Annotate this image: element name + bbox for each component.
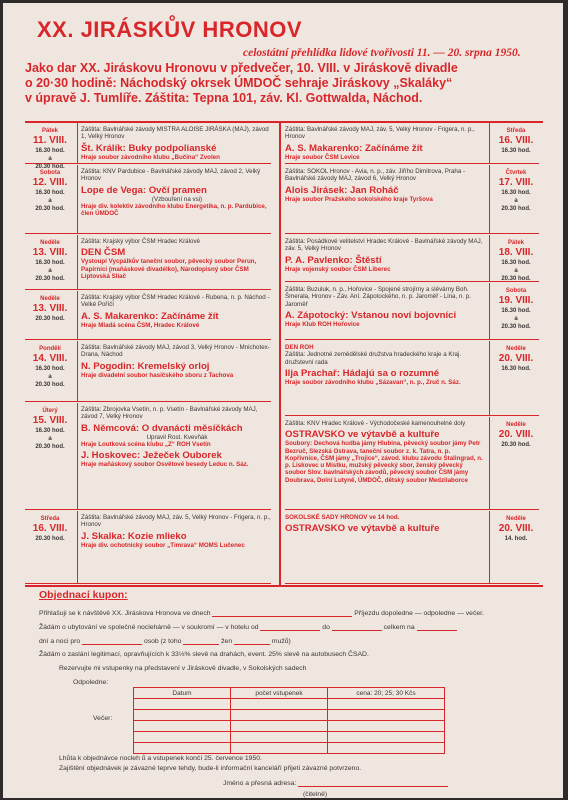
table-header-date: Datum (134, 688, 231, 699)
performer-text: Hraje Loutková scéna klubu „Z“ ROH Vsetín (81, 440, 211, 448)
afternoon-label: Odpoledne: (73, 679, 109, 686)
day-label (491, 421, 541, 449)
day-time: a (48, 374, 52, 380)
day-divider (77, 165, 78, 233)
table-cell[interactable] (328, 732, 445, 743)
patron-text: Záštita: Bavlnářské závody MAJ, záv. 5, Velký Hronov - Frigera, n. p., Hronov (285, 126, 475, 141)
play-title: Lope de Vega: Ovčí pramen (81, 184, 207, 196)
performer-text: Hraje soubor Pražského sokolského kraje Tyršova (285, 195, 433, 203)
coupon-line-reserve (59, 665, 306, 672)
schedule-row-rule (285, 233, 539, 234)
day-divider (489, 511, 490, 583)
day-divider (77, 291, 78, 339)
day-divider (489, 283, 490, 339)
patron-text: Záštita: Krajský výbor ČSM Hradec Králové - Rubena, n. p. Náchod - Velké Poříčí (81, 294, 270, 309)
poster-title: XX. JIRÁSKŮV HRONOV (37, 17, 302, 42)
day-time: 20.30 hod. (35, 382, 65, 388)
day-label (491, 345, 541, 373)
play-title: OSTRAVSKO ve výtavbě a kultuře (285, 523, 440, 535)
day-date: 18. VIII. (498, 247, 534, 258)
schedule-row-rule (25, 233, 271, 234)
day-time: a (48, 436, 52, 442)
address-field[interactable] (298, 779, 448, 787)
day-time: 20.30 hod. (501, 324, 531, 330)
schedule-row-rule (25, 583, 271, 584)
performer-text: Hraje divadelní soubor hasičského sboru z Tachova (81, 371, 234, 379)
schedule-row-rule (285, 509, 539, 510)
day-time: 16.30 hod. (501, 366, 531, 372)
day-time: 16.30 hod. (501, 260, 531, 266)
schedule-row-rule (285, 415, 539, 416)
coupon-line-discount (39, 651, 369, 658)
day-name: Neděle (506, 346, 526, 352)
day-divider (489, 123, 490, 163)
day-time: 16.30 hod. (35, 260, 65, 266)
intro-line: o 20·30 hodině: Náchodský okrsek ÚMDOČ sehraje Jiráskovy „Skaláky“ (25, 76, 453, 90)
schedule-row-rule (25, 509, 271, 510)
day-name: Pátek (507, 240, 524, 246)
patron-text: Záštita: Krajský výbor ČSM Hradec Králové (81, 238, 200, 245)
play-title: P. A. Pavlenko: Štěstí (285, 254, 382, 266)
performer-text: Hraje div. kolektiv závodního klubu Energetika, n. p. Pardubice, člen ÚMDOČ (81, 202, 267, 218)
patron-text: Záštita: SOKOL Hronov - Avia, n. p., záv. Jiřího Dimitrova, Praha - Bavlnářské závody MAJ, závod 6, Velký Hronov (285, 168, 466, 183)
day-time: 20.30 hod. (35, 536, 65, 542)
intro-text (25, 61, 555, 106)
ticket-order-table (133, 687, 445, 754)
table-cell[interactable] (328, 721, 445, 732)
day-time: 16.30 hod. (35, 428, 65, 434)
men-field[interactable] (234, 637, 270, 645)
day-time: 16.30 hod. (501, 148, 531, 154)
day-time: a (514, 316, 518, 322)
day-label (25, 127, 75, 171)
day-divider (77, 403, 78, 509)
table-cell[interactable] (134, 732, 231, 743)
day-date: 17. VIII. (498, 177, 534, 188)
coupon-label: Rezervujte mi vstupenky na představení v Jiráskově divadle, v Sokolských sadech (59, 665, 307, 672)
day-time: 20.30 hod. (35, 316, 65, 322)
play-title: Št. Králík: Buky podpolianské (81, 142, 217, 154)
table-cell[interactable] (231, 710, 328, 721)
day-name: Neděle (506, 422, 526, 428)
coupon-label: dní a noci pro (39, 638, 81, 645)
day-date: 20. VIII. (498, 353, 534, 364)
day-date: 11. VIII. (33, 135, 67, 146)
day-name: Sobota (505, 288, 527, 294)
play-subtitle: Upravil Rost. Kvevňák (146, 433, 208, 441)
day-date: 12. VIII. (32, 177, 68, 188)
table-cell[interactable] (231, 721, 328, 732)
day-label (25, 295, 75, 323)
performance-entry (81, 344, 273, 379)
table-cell[interactable] (134, 721, 231, 732)
coupon-label: Jméno a přesná adresa: (223, 780, 297, 787)
schedule-bottom-rule (25, 585, 543, 587)
table-header-price: cena: 20; 25; 30 Kčs (328, 688, 445, 699)
day-label (25, 407, 75, 451)
event-heading: SOKOLSKÉ SADY HRONOV ve 14 hod. (285, 514, 400, 521)
performer-text: Hraje Klub ROH Hořovice (285, 320, 360, 328)
day-time: 20.30 hod. (35, 276, 65, 282)
day-label (491, 169, 541, 213)
play-title: OSTRAVSKO ve výtavbě a kultuře (285, 429, 440, 441)
coupon-line-lodging (39, 623, 457, 631)
day-name: Středa (506, 128, 526, 134)
coupon-confirmation-note: Zajištění objednávek je závazné teprve tehdy, bude-li informační kanceláří přijetí závazně potvrzeno. (59, 765, 362, 772)
schedule-row-rule (25, 289, 271, 290)
coupon-label: Příjezdu dopoledne — odpoledne — večer. (354, 610, 484, 617)
table-cell[interactable] (328, 699, 445, 710)
day-time: 16.30 hod. (35, 366, 65, 372)
performer-text: Hraje Mladá scéna ČSM, Hradec Králové (81, 321, 200, 329)
table-cell[interactable] (134, 710, 231, 721)
day-date: 16. VIII. (498, 135, 534, 146)
day-label (491, 127, 541, 155)
day-name: Čtvrtek (505, 170, 527, 176)
schedule-row-rule (285, 583, 539, 584)
day-label (25, 169, 75, 213)
day-divider (489, 417, 490, 509)
day-divider (489, 235, 490, 281)
day-date: 14. VIII. (32, 353, 68, 364)
day-time: a (48, 198, 52, 204)
day-label (491, 239, 541, 283)
day-time: 20.30 hod. (35, 444, 65, 450)
play-title: A. S. Makarenko: Začínáme žít (81, 310, 219, 322)
day-name: Středa (40, 516, 60, 522)
coupon-deadline: Lhůta k objednávce nocleh ů a vstupenek končí 25. července 1950. (59, 755, 262, 762)
day-date: 15. VIII. (32, 415, 68, 426)
table-cell[interactable] (134, 743, 231, 754)
performer-text: Hraje vojenský soubor ČSM Liberec (285, 265, 391, 273)
day-time: 16.30 hod. (35, 190, 65, 196)
day-time: a (514, 268, 518, 274)
day-label (25, 515, 75, 543)
lodging-from-field[interactable] (260, 623, 320, 631)
play-title: A. S. Makarenko: Začínáme žít (285, 142, 423, 154)
day-date: 20. VIII. (498, 523, 534, 534)
day-time: 16.30 hod. (501, 190, 531, 196)
performer-text: Vystoupí Vycpálkův taneční soubor, pěvecký soubor Perun, Papírníci (maňáskové divadélko), Národopisný sbor ČSM Liptovská Sliač (81, 258, 257, 280)
day-time: 16.30 hod. (35, 148, 65, 154)
performer-text: Hraje maňáskový soubor Osvětové besedy Leduc n. Sáz. (81, 461, 249, 469)
day-time: 20.30 hod. (35, 164, 65, 170)
day-time: a (514, 198, 518, 204)
evening-label: Večer: (93, 715, 113, 722)
table-header-count: počet vstupenek (231, 688, 328, 699)
performance-entry (285, 514, 485, 534)
day-time: 20.30 hod. (501, 442, 531, 448)
day-name: Neděle (40, 240, 60, 246)
poster-subtitle: celostátní přehlídka lidové tvořivosti 11. — 20. srpna 1950. (243, 47, 521, 59)
table-cell[interactable] (231, 743, 328, 754)
table-cell[interactable] (134, 699, 231, 710)
performance-entry (285, 344, 485, 386)
day-name: Pátek (41, 128, 58, 134)
coupon-address-line (223, 779, 448, 787)
coupon-label: osob (z toho (143, 638, 182, 645)
play-title: A. Zápotocký: Vstanou noví bojovníci (285, 309, 457, 321)
table-cell[interactable] (328, 710, 445, 721)
patron-text: Záštita: Bavlnářské závody MISTRA ALOISE JIRÁSKA (MAJ), závod 1, Velký Hronov (81, 126, 269, 141)
coupon-label: do (322, 624, 330, 631)
table-cell[interactable] (231, 732, 328, 743)
play-title: N. Pogodin: Kremelský orloj (81, 360, 210, 372)
coupon-label: Přihlašuji se k návštěvě XX. Jiráskova Hronova ve dnech (39, 610, 211, 617)
play-title: DEN ČSM (81, 247, 126, 259)
performer-text: Hraje soubor ČSM Levice (285, 153, 360, 161)
day-time: a (48, 268, 52, 274)
schedule-row-rule (285, 339, 539, 340)
schedule-row-rule (25, 339, 271, 340)
day-divider (489, 341, 490, 415)
patron-text: Záštita: Jednotné zemědělské družstva hradeckého kraje a Kraj. družstevní rada (285, 351, 462, 366)
performance-entry (285, 126, 485, 161)
schedule-center-rule (279, 121, 281, 585)
coupon-heading: Objednací kupon: (39, 589, 128, 601)
intro-line: v úpravě J. Tumlíře. Záštita: Tepna 101, záv. Kl. Gottwalda, Náchod. (25, 91, 423, 105)
day-time: 20.30 hod. (501, 276, 531, 282)
day-date: 20. VIII. (498, 429, 534, 440)
performer-text: Hraje soubor závodního klubu „Bučina“ Zvolen (81, 153, 220, 161)
play-title: Alois Jirásek: Jan Roháč (285, 184, 399, 196)
day-label (491, 515, 541, 543)
coupon-line-dates (39, 609, 484, 617)
performer-text: Hraje soubor závodního klubu „Sázavan“, n. p., Zruč n. Sáz. (285, 378, 461, 386)
coupon-label: žen (221, 638, 233, 645)
women-field[interactable] (183, 637, 219, 645)
day-time: a (48, 156, 52, 162)
coupon-legible-note: (čitelně) (303, 791, 328, 798)
day-time: 16.30 hod. (501, 308, 531, 314)
day-divider (77, 341, 78, 401)
performance-entry (81, 126, 273, 161)
play-title: J. Skalka: Kozie mlieko (81, 530, 187, 542)
performance-entry (81, 294, 273, 329)
coupon-line-persons (39, 637, 291, 645)
lodging-to-field[interactable] (332, 623, 382, 631)
schedule-row-rule (285, 163, 539, 164)
day-divider (77, 123, 78, 163)
day-divider (489, 165, 490, 233)
day-date: 16. VIII. (32, 523, 68, 534)
table-cell[interactable] (231, 699, 328, 710)
persons-field[interactable] (82, 637, 142, 645)
patron-text: Záštita: KNV Hradec Králové - Východočeské kamenouhelné doly (285, 420, 466, 427)
day-time: 14. hod. (504, 536, 528, 542)
performer-text: Soubory: Dechová hudba jámy Hlubina, pěvecký soubor jámy Petr Bezruč, Slezská Ostrava, taneční soubor z. k. Tatra, n. p. Kopřivnice, ČSM jámy „Trojice“, závod. klubu závodu Stalingrad, n. p. Liskovec u Místku, mužský pěvecký sbor, ženský pěvecký soubor Slov. bavlnářských závodů, pěvecký soubor ČSM jámy Doubrava, Dolní Lutyně, ÚMDOČ, dětský soubor Medzilaborce (285, 440, 483, 484)
intro-line: Jako dar XX. Jiráskovu Hronovu v předvečer, 10. VIII. v Jiráskově divadle (25, 61, 458, 75)
day-name: Neděle (40, 296, 60, 302)
day-date: 19. VIII. (498, 295, 534, 306)
performance-entry (285, 286, 485, 328)
patron-text: Záštita: Posádkové velitelství Hradec Králové - Bavlnářské závody MAJ, záv. 5, Velký Hronov (285, 238, 483, 253)
performance-entry (81, 168, 273, 217)
coupon-label: Žádám o ubytování ve společné noclehárně — v soukromí — v hotelu od (39, 624, 259, 631)
day-time: 20.30 hod. (501, 206, 531, 212)
dates-field[interactable] (212, 609, 352, 617)
total-nights-field[interactable] (417, 623, 457, 631)
schedule-top-rule (25, 121, 543, 123)
table-cell[interactable] (328, 743, 445, 754)
day-divider (77, 511, 78, 583)
play-subtitle: (Vzbouření na vsi) (151, 195, 203, 203)
coupon-label: Žádám o zaslání legitimací, opravňujících k 33⅓% slevě na drahách, event. 25% slevě na autobusech ČSAD. (39, 651, 369, 658)
day-time: 20.30 hod. (35, 206, 65, 212)
day-name: Pondělí (39, 346, 61, 352)
performance-entry (285, 168, 485, 203)
performer-text: Hraje div. ochotnický soubor „Timrava“ MOMS Lučenec (81, 541, 245, 549)
coupon-label: celkem na (383, 624, 415, 631)
play-title: Ilja Prachař: Hádajú sa o rozumné (285, 367, 440, 379)
day-date: 13. VIII. (32, 247, 68, 258)
day-date: 13. VIII. (32, 303, 68, 314)
performance-entry (285, 420, 485, 484)
patron-text: Záštita: Buzuluk, n. p., Hořovice - Spojené strojírny a slévárny Boh. Šmerala, Hronov - Záv. Aní. Zápotockého, n. p. Jaroměř - Lina, n. p. Jaroměř (285, 286, 471, 308)
day-label (491, 287, 541, 331)
performance-entry (81, 238, 273, 280)
patron-text: Záštita: KNV Pardubice - Bavlnářské závody MAJ, závod 2, Velký Hronov (81, 168, 261, 183)
day-name: Neděle (506, 516, 526, 522)
play-title: B. Němcová: O dvanácti měsíčkách (81, 422, 243, 434)
patron-text: Záštita: Bavlnářské závody MAJ, záv. 5, Velký Hronov - Frigera, n. p., Hronov (81, 514, 271, 529)
performance-entry (81, 514, 273, 549)
day-divider (77, 235, 78, 289)
schedule-row-rule (25, 401, 271, 402)
day-label (25, 345, 75, 389)
performance-entry (81, 406, 273, 468)
play-title: J. Hoskovec: Ježeček Ouborek (81, 450, 222, 462)
festival-poster (3, 3, 563, 798)
day-name: Úterý (42, 408, 58, 414)
day-name: Sobota (39, 170, 61, 176)
patron-text: Záštita: Zbrojovka Vsetín, n. p. Vsetín - Bavlnářské závody MAJ, závod 7, Velký Hronov (81, 406, 258, 421)
patron-text: Záštita: Bavlnářské závody MAJ, závod 3, Velký Hronov - Mnichotex-Drana, Náchod (81, 344, 270, 359)
event-heading: DEN ROH (285, 344, 314, 351)
performance-entry (285, 238, 485, 273)
coupon-label: mužů) (271, 638, 291, 645)
day-label (25, 239, 75, 283)
